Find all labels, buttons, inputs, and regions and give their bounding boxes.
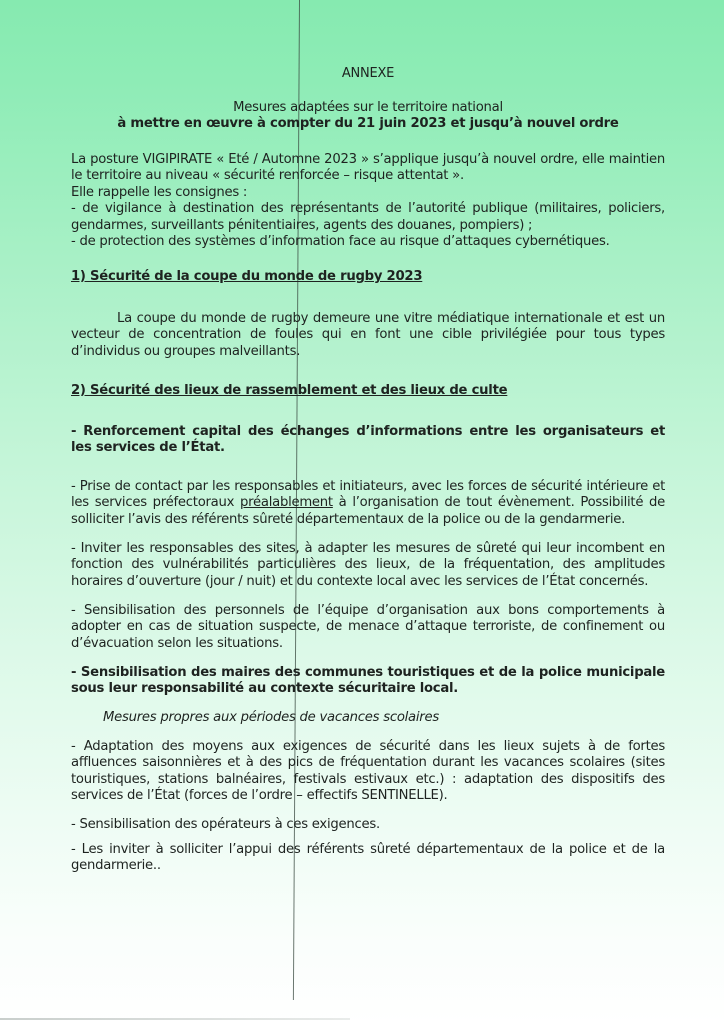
intro-section	[71, 152, 665, 250]
section-1-body: La coupe du monde de rugby demeure une vitre médiatique internationale et est un vecteur de concentration de foules qui en font une cible privilégiée pour tous types d’individus ou groupes malveillants.	[71, 311, 665, 359]
scan-page-edge	[0, 1018, 350, 1020]
section-1-heading: 1) Sécurité de la coupe du monde de rugby 2023	[71, 269, 423, 284]
item-text-underlined: préalablement	[240, 495, 333, 511]
item-text-before: - Prise de contact par les responsables et initiateurs, avec les forces de sécurité intérieure et les services préfectoraux	[71, 479, 665, 511]
section-2-subheading-vacances: Mesures propres aux périodes de vacances scolaires	[103, 710, 439, 725]
section-2-item-renforcement: - Renforcement capital des échanges d’informations entre les organisateurs et les services de l’État.	[71, 424, 665, 456]
annex-title: ANNEXE	[341, 66, 395, 81]
intro-paragraph: La posture VIGIPIRATE « Eté / Automne 2023 » s’applique jusqu’à nouvel ordre, elle maintien le territoire au niveau « sécurité renforcée – risque attentat ».	[71, 152, 665, 184]
section-2-item-sensibilisation-personnels: - Sensibilisation des personnels de l’équipe d’organisation aux bons comportements à adopter en cas de situation suspecte, de menace d’attaque terroriste, de confinement ou d’évacuation selon les situations.	[71, 603, 665, 651]
item-text-after: à l’organisation de tout évènement. Possibilité de solliciter l’avis des référents sûreté départementaux de la police ou de la gendarmerie.	[71, 495, 665, 527]
section-2-item-operateurs: - Sensibilisation des opérateurs à ces exigences.	[71, 817, 380, 832]
section-2-item-referents: - Les inviter à solliciter l’appui des référents sûreté départementaux de la police et de la gendarmerie..	[71, 842, 665, 874]
document-subtitle	[71, 100, 665, 133]
section-2-heading: 2) Sécurité des lieux de rassemblement et des lieux de culte	[71, 383, 508, 398]
intro-bullet-vigilance: - de vigilance à destination des représentants de l’autorité publique (militaires, policiers, gendarmes, surveillants pénitentiaires, agents des douanes, pompiers) ;	[71, 201, 665, 233]
intro-consignes-label: Elle rappelle les consignes :	[71, 184, 248, 200]
section-2-item-adaptation: - Adaptation des moyens aux exigences de sécurité dans les lieux sujets à de fortes affluences saisonnières et à des pics de fréquentation durant les vacances scolaires (sites touristiques, stations balnéaires, festivals estivaux etc.) : adaptation des dispositifs des services de l’État (forces de l’ordre – effectifs SENTINELLE).	[71, 739, 665, 804]
intro-bullet-cyber: - de protection des systèmes d’information face au risque d’attaques cybernétiques.	[71, 234, 610, 250]
section-2-item-sensibilisation-maires: - Sensibilisation des maires des communes touristiques et de la police municipale sous leur responsabilité au contexte sécuritaire local.	[71, 665, 665, 697]
section-2-item-prise-de-contact	[71, 479, 665, 528]
subtitle-line-1: Mesures adaptées sur le territoire national	[233, 100, 503, 115]
subtitle-line-2: à mettre en œuvre à compter du 21 juin 2023 et jusqu’à nouvel ordre	[117, 116, 619, 132]
section-2-item-inviter: - Inviter les responsables des sites, à adapter les mesures de sûreté qui leur incombent en fonction des vulnérabilités particulières des lieux, de la fréquentation, des amplitudes horaires d’ouverture (jour / nuit) et du contexte local avec les services de l’État concernés.	[71, 541, 665, 589]
